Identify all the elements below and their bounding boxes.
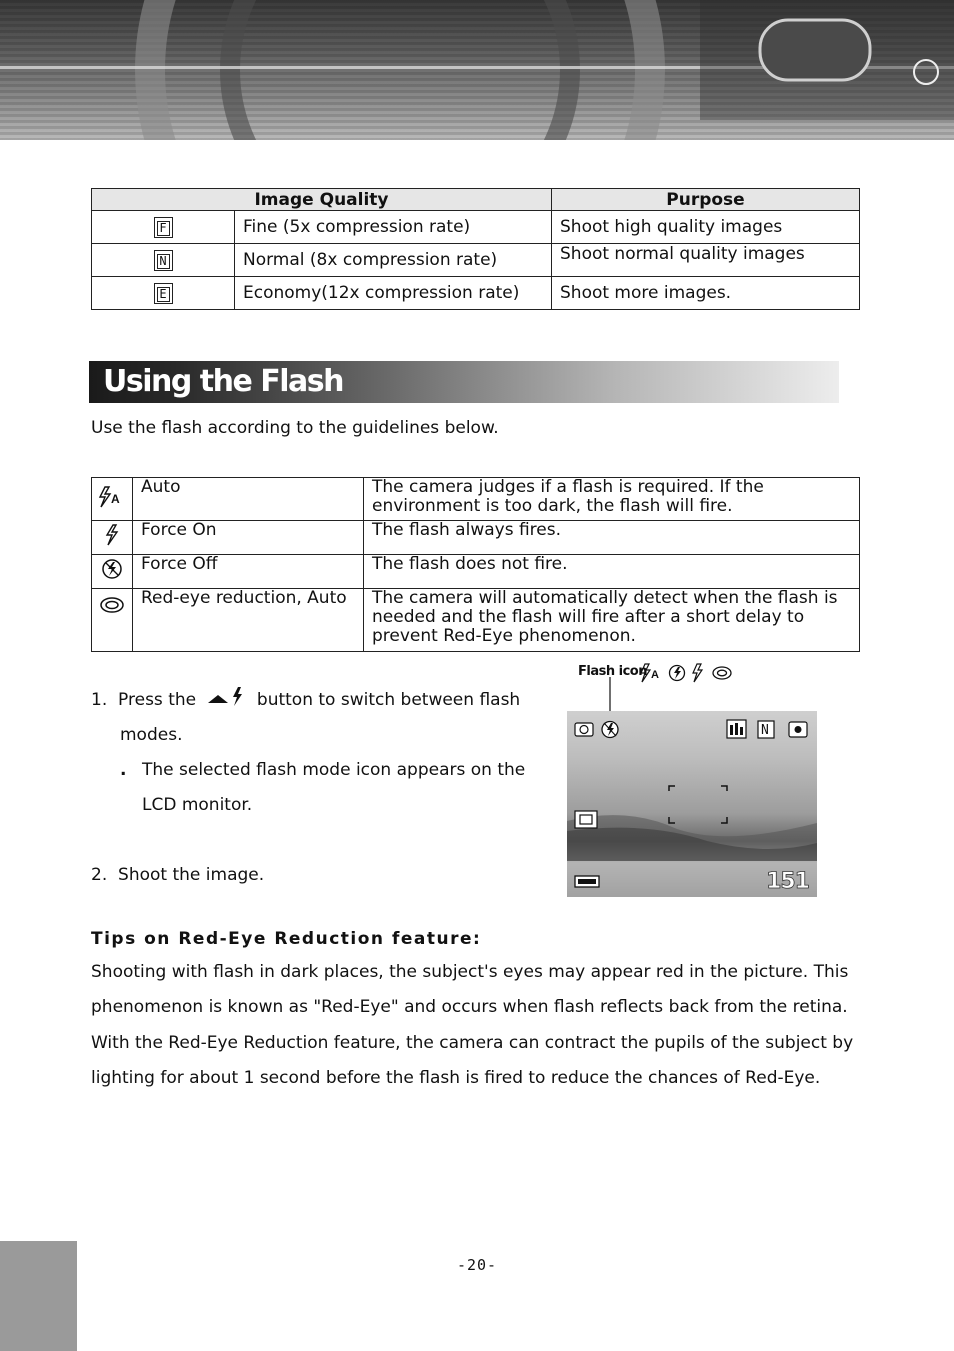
table-row: [92, 244, 860, 277]
quality-name: Fine (5x compression rate): [235, 211, 552, 244]
red-eye-icon: [99, 595, 125, 615]
step-1-bullet-continued: LCD monitor.: [142, 795, 253, 815]
flash-icons-legend: [639, 662, 739, 684]
af-mode-icon: [575, 811, 597, 828]
quality-purpose: Shoot high quality images: [552, 211, 860, 244]
instruction-steps: [91, 683, 541, 893]
quality-fine-icon: F: [154, 217, 173, 238]
camera-photo-banner: [0, 0, 954, 140]
step-1-bullet: . The selected flash mode icon appears on the: [120, 760, 526, 780]
table-row: [92, 277, 860, 310]
table-row: [92, 478, 860, 521]
flash-mode-description: The flash always fires.: [364, 521, 860, 555]
lcd-screen: [567, 711, 817, 897]
flash-mode-description: The camera will automatically detect when the flash is needed and the flash will fire after a short delay to prevent Red-Eye phenomenon.: [364, 589, 860, 652]
lcd-quality-letter: N: [761, 723, 769, 738]
section-title: Using the Flash: [103, 364, 343, 399]
table-row: [92, 521, 860, 555]
quality-purpose: Shoot normal quality images: [552, 244, 860, 277]
table-row: [92, 589, 860, 652]
flash-mode-name: Force On: [133, 521, 364, 555]
step-1: 1. Press the button to switch between flash: [91, 683, 541, 718]
up-flash-button-icon: [202, 685, 252, 707]
svg-text:A: A: [111, 491, 120, 506]
image-size-icon: [727, 720, 746, 738]
step-2: 2. Shoot the image.: [91, 865, 265, 885]
camera-mode-icon: [575, 723, 593, 736]
quality-name: Economy(12x compression rate): [235, 277, 552, 310]
quality-normal-icon: N: [154, 250, 173, 271]
shots-remaining-count: 151: [766, 869, 809, 894]
svg-text:A: A: [651, 669, 659, 681]
table-row: [92, 555, 860, 589]
tips-heading: Tips on Red-Eye Reduction feature:: [91, 929, 482, 949]
header-image-quality: Image Quality: [92, 189, 552, 211]
lcd-illustration: [567, 660, 819, 900]
intro-text: Use the flash according to the guidelines below.: [91, 418, 499, 438]
focus-frame-icon: [669, 786, 727, 823]
flash-force-on-icon: [101, 523, 123, 547]
battery-icon: [575, 876, 599, 887]
flash-modes-table: [91, 477, 860, 652]
flash-mode-description: The camera judges if a flash is required. If the environment is too dark, the flash will fire.: [364, 478, 860, 521]
flash-mode-name: Auto: [133, 478, 364, 521]
corner-tab: [0, 1241, 77, 1351]
flash-auto-icon: [97, 485, 127, 509]
image-quality-table: [91, 188, 860, 310]
metering-icon: [789, 722, 807, 737]
page-number: -20-: [456, 1256, 498, 1274]
quality-purpose: Shoot more images.: [552, 277, 860, 310]
header-purpose: Purpose: [552, 189, 860, 211]
step-1-continued: modes.: [120, 725, 183, 745]
quality-economy-icon: E: [154, 283, 173, 304]
section-title-bar: [89, 361, 839, 403]
quality-name: Normal (8x compression rate): [235, 244, 552, 277]
flash-mode-name: Red-eye reduction, Auto: [133, 589, 364, 652]
flash-icon-callout-label: Flash icon: [578, 664, 647, 679]
flash-mode-description: The flash does not fire.: [364, 555, 860, 589]
flash-off-icon: [100, 557, 124, 581]
header-banner: [0, 0, 954, 140]
table-row: [92, 211, 860, 244]
flash-mode-name: Force Off: [133, 555, 364, 589]
quality-table-header-row: [92, 189, 860, 211]
tips-text: Shooting with flash in dark places, the subject's eyes may appear red in the picture. This phenomenon is known as "Red-Eye" and occurs when flash reflects back from the retina. With the Red-Eye Reduction feature, the camera can contract the pupils of the subject by lighting for about 1 second before the flash is fired to reduce the chances of Red-Eye.: [91, 962, 854, 1088]
lcd-flash-off-icon: [602, 722, 618, 738]
